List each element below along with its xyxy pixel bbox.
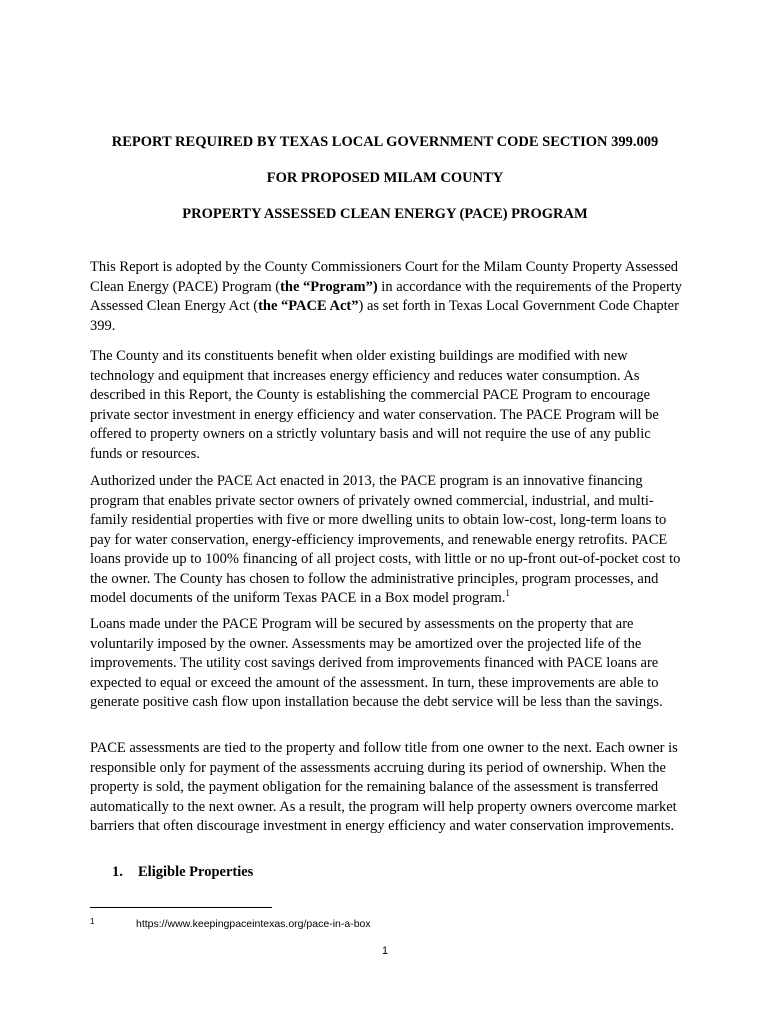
report-title-line-3: PROPERTY ASSESSED CLEAN ENERGY (PACE) PROGRAM: [182, 206, 588, 222]
footnote-link[interactable]: https://www.keepingpaceintexas.org/pace-in-a-box: [136, 918, 371, 930]
section-heading-eligible-properties: [112, 863, 253, 881]
paragraph-loans: Loans made under the PACE Program will be secured by assessments on the property that are voluntarily imposed by the owner. Assessments may be amortized over the projected life of the improvements. The utility cost savings derived from improvements financed with PACE loans are expected to equal or exceed the amount of the assessment. In turn, these improvements are able to generate positive cash flow upon installation because the debt service will be less than the savings.: [90, 616, 663, 710]
paragraph-benefits: The County and its constituents benefit when older existing buildings are modified with new technology and equipment that increases energy efficiency and reduces water consumption. As described in this Report, the County is establishing the commercial PACE Program to encourage private sector investment in energy efficiency and water conservation. The PACE Program will be offered to property owners on a strictly voluntary basis and will not require the use of any public funds or resources.: [90, 348, 659, 462]
defined-term-pace-act: the “PACE Act”: [258, 298, 359, 314]
section-title: Eligible Properties: [138, 864, 254, 880]
footnote-mark: 1: [90, 917, 95, 926]
defined-term-program: the “Program”): [280, 278, 378, 295]
report-title-line-1: REPORT REQUIRED BY TEXAS LOCAL GOVERNMENT CODE SECTION 399.009: [111, 134, 659, 150]
footnote-separator: [90, 907, 272, 908]
paragraph-authorization: Authorized under the PACE Act enacted in 2013, the PACE program is an innovative financing program that enables private sector owners of privately owned commercial, industrial, and multi-family residential properties with five or more dwelling units to obtain low-cost, long-term loans to pay for water conservation, energy-efficiency improvements, and renewable energy retrofits. PACE loans provide up to 100% financing of all project costs, with little or no up-front out-of-pocket cost to the owner. The County has chosen to follow the administrative principles, program processes, and model documents of the uniform Texas PACE in a Box model program.$^1$: [90, 473, 681, 606]
section-number: 1.: [112, 864, 123, 880]
report-title-line-2: FOR PROPOSED MILAM COUNTY: [266, 170, 504, 186]
paragraph-intro: This Report is adopted by the County Commissioners Court for the Milam County Property Assessed Clean Energy (PACE) Program (the “Program”) in accordance with the requirements of the Property Assessed Clean Energy Act (the “PACE Act”) as set forth in Texas Local Government Code Chapter 399.: [90, 259, 683, 334]
footnote-reference[interactable]: 1: [505, 588, 510, 599]
paragraph-assessments: PACE assessments are tied to the property and follow title from one owner to the next. Each owner is responsible only for payment of the assessments accruing during its period of ownership. When the property is sold, the payment obligation for the remaining balance of the assessment is transferred automatically to the next owner. As a result, the program will help property owners overcome market barriers that often discourage investment in energy efficiency and water conservation improvements.: [90, 740, 678, 834]
page-number: 1: [381, 945, 389, 957]
